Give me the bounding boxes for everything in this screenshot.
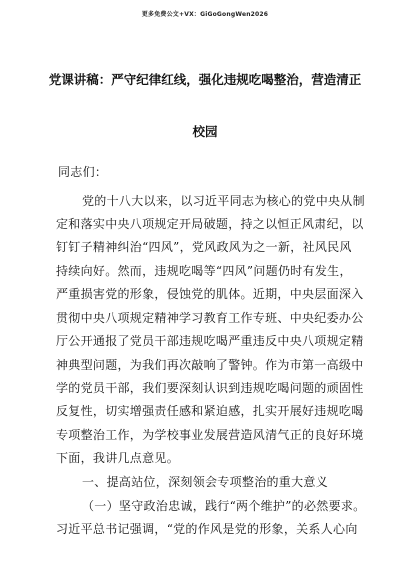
header-note: 更多免费公文+VX：GiGoGongWen2026	[141, 11, 269, 18]
subsection-heading: （一）坚守政治忠诚，践行“两个维护”的必然要求。	[82, 499, 366, 513]
body-line: 贯彻中央八项规定精神学习教育工作专班、中央纪委办公	[56, 311, 364, 325]
body-line: 严重损害党的形象，侵蚀党的肌体。近期，中央层面深入	[56, 287, 364, 301]
body-line: 持续向好。然而，违规吃喝等“四风”问题仍时有发生，	[56, 264, 352, 278]
body-line: 学的党员干部，我们要深刻认识到违规吃喝问题的顽固性	[56, 381, 364, 395]
body-line: 神典型问题，为我们再次敲响了警钟。作为市第一高级中	[56, 358, 364, 372]
body-line: 专项整治工作，为学校事业发展营造风清气正的良好环境	[56, 428, 364, 442]
document-title-line-2: 校园	[192, 124, 218, 139]
body-line: 反复性，切实增强责任感和紧迫感，扎实开展好违规吃喝	[56, 404, 364, 418]
body-line: 钉钉子精神纠治“四风”，党风政风为之一新，社风民风	[56, 240, 352, 254]
body-line: 定和落实中央八项规定开局破题，持之以恒正风肃纪，以	[56, 217, 364, 231]
body-line: 下面，我讲几点意见。	[56, 451, 180, 465]
document-title-line-1: 党课讲稿：严守纪律红线，强化违规吃喝整治，营造清正	[48, 72, 362, 87]
section-heading: 一、提高站位，深刻领会专项整治的重大意义	[82, 475, 329, 489]
body-line-salutation: 同志们：	[58, 165, 108, 179]
body-line: 厅公开通报了党员干部违规吃喝严重违反中央八项规定精	[56, 334, 364, 348]
body-line: 习近平总书记强调，“党的作风是党的形象，关系人心向	[56, 522, 358, 536]
body-line: 党的十八大以来，以习近平同志为核心的党中央从制	[82, 194, 365, 208]
